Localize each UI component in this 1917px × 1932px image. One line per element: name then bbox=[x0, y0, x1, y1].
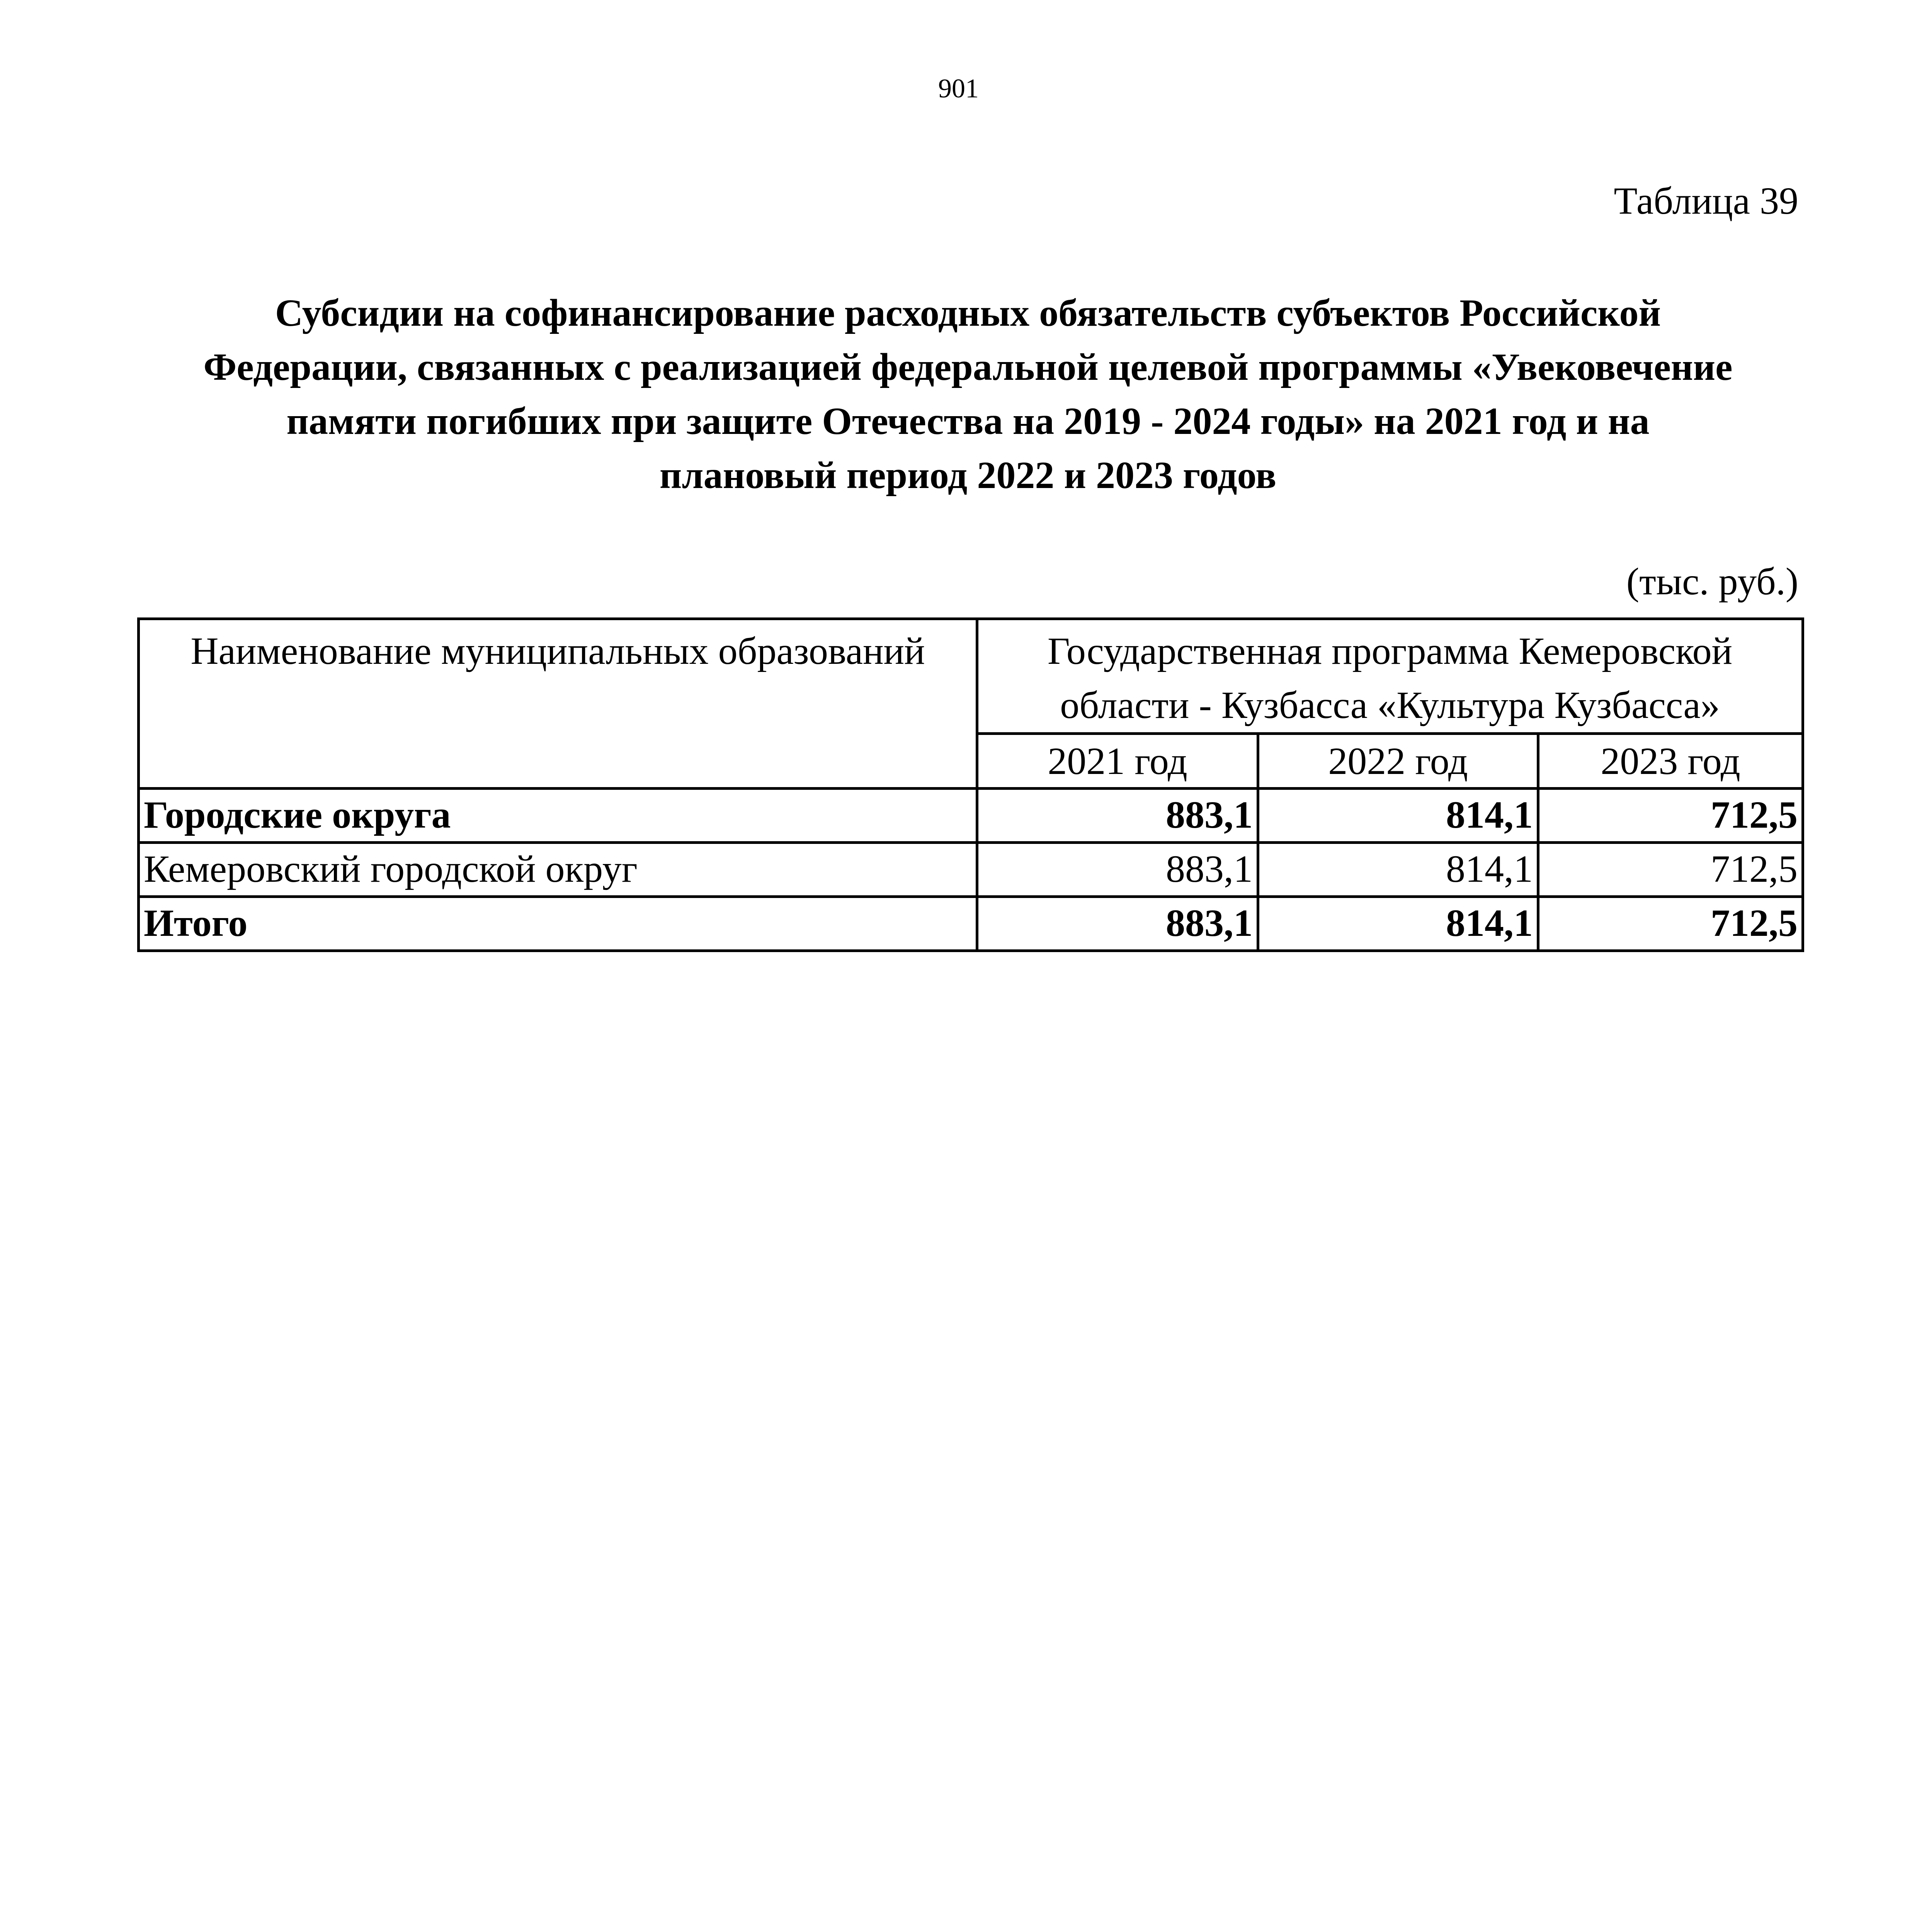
subsidy-table bbox=[137, 617, 1804, 952]
title-line: плановый период 2022 и 2023 годов bbox=[659, 454, 1277, 497]
row-value-2022: 814,1 bbox=[1258, 897, 1538, 951]
document-title bbox=[131, 286, 1805, 502]
row-value-2023: 712,5 bbox=[1538, 789, 1803, 843]
title-line: памяти погибших при защите Отечества на 2019 - 2024 годы» на 2021 год и на bbox=[286, 400, 1650, 442]
table-row-total bbox=[139, 897, 1803, 951]
table-label: Таблица 39 bbox=[1614, 179, 1798, 222]
row-name: Городские округа bbox=[139, 789, 977, 843]
header-program-line: области - Кузбасса «Культура Кузбасса» bbox=[1060, 684, 1720, 726]
table-header-row bbox=[139, 619, 1803, 734]
row-name: Итого bbox=[139, 897, 977, 951]
row-value-2021: 883,1 bbox=[977, 843, 1258, 897]
header-municipality-name: Наименование муниципальных образований bbox=[139, 619, 977, 789]
page-number: 901 bbox=[938, 74, 979, 104]
row-value-2022: 814,1 bbox=[1258, 789, 1538, 843]
table-row bbox=[139, 789, 1803, 843]
title-line: Федерации, связанных с реализацией федеральной целевой программы «Увековечение bbox=[203, 345, 1733, 388]
header-program bbox=[977, 619, 1803, 734]
header-program-line: Государственная программа Кемеровской bbox=[1047, 629, 1733, 672]
row-name: Кемеровский городской округ bbox=[139, 843, 977, 897]
header-year-2021: 2021 год bbox=[977, 734, 1258, 789]
row-value-2021: 883,1 bbox=[977, 897, 1258, 951]
header-year-2022: 2022 год bbox=[1258, 734, 1538, 789]
row-value-2021: 883,1 bbox=[977, 789, 1258, 843]
header-year-2023: 2023 год bbox=[1538, 734, 1803, 789]
title-line: Субсидии на софинансирование расходных обязательств субъектов Российской bbox=[275, 291, 1661, 334]
table-row bbox=[139, 843, 1803, 897]
units-note: (тыс. руб.) bbox=[1626, 560, 1798, 603]
row-value-2022: 814,1 bbox=[1258, 843, 1538, 897]
row-value-2023: 712,5 bbox=[1538, 897, 1803, 951]
row-value-2023: 712,5 bbox=[1538, 843, 1803, 897]
